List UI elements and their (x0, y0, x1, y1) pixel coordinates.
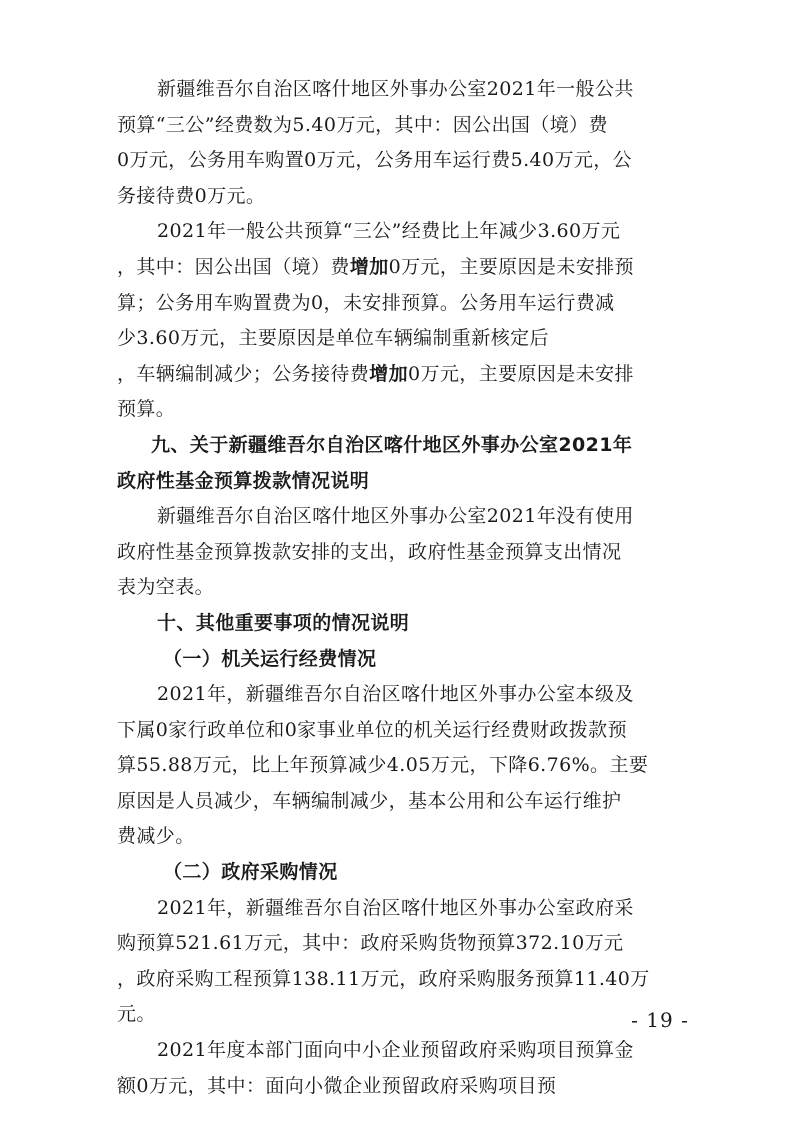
text-line: 0万元，公务用车购置0万元，公务用车运行费5.40万元，公 (117, 149, 633, 172)
text-line: ，政府采购工程预算138.11万元，政府采购服务预算11.40万 (117, 967, 650, 990)
text-line: 新疆维吾尔自治区喀什地区外事办公室2021年没有使用 (157, 505, 634, 528)
section-heading-9 (117, 428, 677, 499)
text-line: 费减少。 (117, 825, 195, 848)
paragraph-sme-reservation (117, 1033, 677, 1104)
paragraph-operating-expenses (117, 677, 677, 855)
text-line: 下属0家行政单位和0家事业单位的机关运行经费财政拨款预 (117, 718, 627, 741)
text-line: 少3.60万元，主要原因是单位车辆编制重新核定后 (117, 327, 549, 350)
text-segment: ，其中：因公出国（境）费 (117, 255, 350, 278)
text-line: 2021年，新疆维吾尔自治区喀什地区外事办公室本级及 (157, 683, 634, 706)
text-line: 表为空表。 (117, 576, 215, 599)
page-body (117, 72, 677, 1104)
subheading-line: （一）机关运行经费情况 (163, 647, 377, 670)
text-line: 2021年度本部门面向中小企业预留政府采购项目预算金 (157, 1039, 634, 1062)
bold-text-segment: 增加 (369, 362, 409, 385)
paragraph-procurement (117, 891, 677, 1033)
text-line: 2021年一般公共预算“三公”经费比上年减少3.60万元 (157, 220, 621, 243)
section-heading-10 (117, 606, 677, 642)
heading-line: 九、关于新疆维吾尔自治区喀什地区外事办公室2021年 (151, 433, 633, 456)
text-line: 算55.88万元，比上年预算减少4.05万元，下降6.76%。主要 (117, 754, 649, 777)
text-line: 算；公务用车购置费为0，未安排预算。公务用车运行费减 (117, 291, 615, 314)
paragraph-three-public-expenses (117, 72, 677, 214)
text-line: 购预算521.61万元，其中：政府采购货物预算372.10万元 (117, 932, 624, 955)
text-segment: 0万元，主要原因是未安排预 (388, 255, 634, 278)
text-line: 元。 (117, 1003, 156, 1026)
text-segment: 0万元，主要原因是未安排 (408, 362, 634, 385)
text-line: 预算。 (117, 398, 176, 421)
text-line: 2021年，新疆维吾尔自治区喀什地区外事办公室政府采 (157, 896, 634, 919)
text-line (117, 250, 677, 286)
heading-line: 十、其他重要事项的情况说明 (157, 611, 410, 634)
bold-text-segment: 增加 (349, 255, 389, 278)
text-line: 政府性基金预算拨款安排的支出，政府性基金预算支出情况 (117, 540, 622, 563)
paragraph-expense-comparison (117, 214, 677, 428)
text-line: 额0万元，其中：面向小微企业预留政府采购项目预 (117, 1074, 557, 1097)
text-line: 务接待费0万元。 (117, 184, 266, 207)
heading-line: 政府性基金预算拨款情况说明 (117, 469, 370, 492)
text-segment: ，车辆编制减少；公务接待费 (117, 362, 370, 385)
subheading-procurement (117, 855, 677, 891)
page-number: - 19 - (631, 1008, 689, 1032)
subheading-operating-expenses (117, 642, 677, 678)
paragraph-government-fund (117, 499, 677, 606)
subheading-line: （二）政府采购情况 (163, 861, 338, 884)
text-line: 预算“三公”经费数为5.40万元，其中：因公出国（境）费 (117, 113, 608, 136)
text-line: 原因是人员减少，车辆编制减少，基本公用和公车运行维护 (117, 789, 622, 812)
text-line (117, 357, 677, 393)
text-line: 新疆维吾尔自治区喀什地区外事办公室2021年一般公共 (157, 78, 634, 100)
